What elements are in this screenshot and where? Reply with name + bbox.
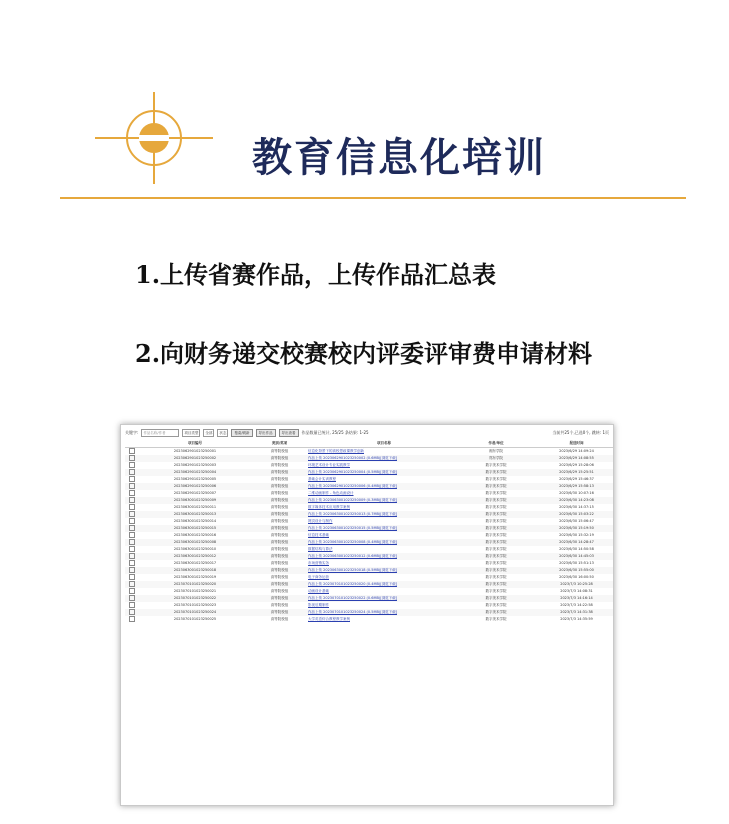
row-checkbox[interactable]	[125, 504, 139, 511]
table-row[interactable]	[125, 469, 614, 476]
logo-icon	[95, 92, 213, 184]
row-category: 高等院校组	[251, 609, 308, 616]
row-time: 2023/6/29 14:08:55	[532, 455, 614, 462]
row-author: 数字美术学院	[485, 505, 507, 509]
task-item-1: 1.上传省赛作品，上传作品汇总表	[135, 260, 497, 289]
row-category: 高等院校组	[270, 477, 289, 481]
row-name-link[interactable]: 数字媒体技术应用教学案例	[308, 505, 350, 509]
row-author: 数字美术学院	[460, 525, 532, 532]
row-name-link[interactable]: 作品上传 2023070101023250022 (0.6MB)[浏览下载]	[308, 595, 460, 602]
row-checkbox[interactable]	[125, 448, 139, 456]
row-category: 高等院校组	[270, 561, 289, 565]
row-checkbox[interactable]	[125, 525, 139, 532]
table-row[interactable]	[125, 567, 614, 574]
result-info: 作品数量已统计, 25/25 条结果: 1-25	[301, 430, 369, 435]
row-time: 2023/6/30 15:55:00	[532, 567, 614, 574]
row-id: 2023062901023250006	[139, 483, 251, 490]
row-id: 2023063001023250009	[139, 497, 251, 504]
row-category: 高等院校组	[251, 469, 308, 476]
row-checkbox[interactable]	[125, 567, 139, 574]
row-author: 湘东学院	[489, 449, 503, 453]
row-id: 2023070101023250022	[139, 595, 251, 602]
row-author: 数字美术学院	[485, 519, 507, 523]
col-category: 类别/奖项	[251, 439, 308, 448]
row-time: 2023/6/30 16:00:50	[559, 575, 594, 579]
row-time: 2023/7/3 10:25:28	[532, 581, 614, 588]
table-row[interactable]	[125, 546, 614, 553]
row-author: 数字美术学院	[460, 595, 532, 602]
row-author: 数字美术学院	[460, 497, 532, 504]
row-name-link[interactable]: 作品上传 2023062901023250006 (0.4MB)[浏览下载]	[308, 483, 460, 490]
col-check	[125, 439, 139, 448]
table-row[interactable]	[125, 455, 614, 462]
row-name-link[interactable]: 二维动画制作 - 角色动画设计	[308, 491, 354, 495]
row-checkbox[interactable]	[125, 476, 139, 483]
row-author: 数字美术学院	[485, 547, 507, 551]
row-name-link[interactable]: 数据结构与算法	[308, 547, 333, 551]
row-category: 高等院校组	[251, 567, 308, 574]
row-time: 2023/6/30 14:28:47	[532, 539, 614, 546]
row-checkbox[interactable]	[125, 574, 139, 581]
row-time: 2023/6/30 14:50:58	[559, 547, 594, 551]
row-author: 数字美术学院	[460, 539, 532, 546]
row-name-link[interactable]: 网页设计与制作	[308, 519, 333, 523]
row-category: 高等院校组	[270, 519, 289, 523]
row-id: 2023063001023250017	[173, 561, 217, 565]
table-row[interactable]	[125, 490, 614, 497]
table-header-row	[125, 439, 614, 448]
row-author: 数字美术学院	[485, 561, 507, 565]
row-name-link[interactable]: 大学英语综合教程教学案例	[308, 617, 350, 621]
row-id: 2023070101023250023	[173, 603, 217, 607]
row-time: 2023/6/30 15:32:19	[559, 533, 594, 537]
row-name-link[interactable]: 作品上传 2023062901023250004 (0.5MB)[浏览下载]	[308, 469, 460, 476]
works-table	[125, 439, 614, 623]
table-row[interactable]	[125, 504, 614, 511]
scope-select[interactable]: 全部	[205, 431, 213, 435]
row-time: 2023/7/3 14:16:14	[532, 595, 614, 602]
row-author: 数字美术学院	[485, 491, 507, 495]
row-id: 2023063001023250015	[139, 525, 251, 532]
row-time: 2023/7/3 14:35:59	[560, 617, 593, 621]
row-category: 高等院校组	[251, 553, 308, 560]
row-checkbox[interactable]	[125, 560, 139, 567]
row-category: 高等院校组	[270, 603, 289, 607]
row-checkbox[interactable]	[125, 595, 139, 602]
row-name-link[interactable]: 作品上传 2023070101023250024 (0.5MB)[浏览下载]	[308, 609, 460, 616]
row-category: 高等院校组	[251, 483, 308, 490]
pager-info: 当前共25个,已选0个, 跳转: 1页	[552, 430, 609, 435]
row-name-link[interactable]: 环境艺术设计专业实践教学	[308, 463, 350, 467]
row-author: 数字美术学院	[460, 609, 532, 616]
col-id: 项目编号	[139, 439, 251, 448]
row-checkbox[interactable]	[125, 609, 139, 616]
row-name-link[interactable]: 动画设计基础	[308, 589, 329, 593]
row-category: 高等院校组	[270, 617, 289, 621]
table-row[interactable]	[125, 553, 614, 560]
row-checkbox[interactable]	[125, 546, 139, 553]
row-checkbox[interactable]	[125, 511, 139, 518]
row-time: 2023/6/30 14:23:08	[532, 497, 614, 504]
row-checkbox[interactable]	[125, 616, 139, 623]
table-row[interactable]	[125, 525, 614, 532]
row-name-link[interactable]: 作品上传 2023063001023250009 (0.3MB)[浏览下载]	[308, 497, 460, 504]
row-author: 数字美术学院	[485, 575, 507, 579]
table-row[interactable]	[125, 581, 614, 588]
row-id: 2023063001023250012	[139, 553, 251, 560]
row-time: 2023/7/3 14:31:38	[532, 609, 614, 616]
row-time: 2023/6/29 15:46:37	[559, 477, 594, 481]
export-button[interactable]: 导出作品	[256, 429, 276, 437]
row-checkbox[interactable]	[125, 455, 139, 462]
table-row[interactable]	[125, 595, 614, 602]
table-row[interactable]	[125, 532, 614, 539]
row-id: 2023063001023250019	[173, 575, 217, 579]
row-time: 2023/6/30 10:07:16	[559, 491, 594, 495]
row-checkbox[interactable]	[125, 469, 139, 476]
row-id: 2023070101023250021	[173, 589, 217, 593]
table-row[interactable]	[125, 448, 614, 456]
row-name-link[interactable]: 基础会计实训教程	[308, 477, 336, 481]
row-checkbox[interactable]	[125, 532, 139, 539]
table-row[interactable]	[125, 462, 614, 469]
row-author: 数字美术学院	[485, 477, 507, 481]
row-id: 2023063001023250011	[173, 505, 217, 509]
row-category: 高等院校组	[270, 547, 289, 551]
table-row[interactable]	[125, 616, 614, 623]
row-category: 高等院校组	[251, 455, 308, 462]
row-id: 2023062901023250002	[139, 455, 251, 462]
row-name-link[interactable]: 作品上传 2023063001023250013 (0.7MB)[浏览下载]	[308, 511, 460, 518]
row-author: 数字美术学院	[460, 553, 532, 560]
row-id: 2023063001023250008	[139, 539, 251, 546]
row-id: 2023070101023250020	[139, 581, 251, 588]
row-author: 数字美术学院	[460, 469, 532, 476]
table-row[interactable]	[125, 560, 614, 567]
row-name-link[interactable]: 电子商务运营	[308, 575, 329, 579]
type-select[interactable]: 项目类型	[184, 431, 199, 435]
table-row[interactable]	[125, 476, 614, 483]
row-author: 数字美术学院	[460, 567, 532, 574]
row-time: 2023/6/29 15:58:13	[532, 483, 614, 490]
row-name-link[interactable]: 作品上传 2023063001023250008 (0.4MB)[浏览下载]	[308, 539, 460, 546]
row-category: 高等院校组	[251, 497, 308, 504]
row-id: 2023070101023250024	[139, 609, 251, 616]
status-select[interactable]: 状态	[219, 431, 227, 435]
row-category: 高等院校组	[270, 491, 289, 495]
table-row[interactable]	[125, 511, 614, 518]
search-input[interactable]: 作品名称/作者	[141, 429, 179, 437]
row-checkbox[interactable]	[125, 497, 139, 504]
row-id: 2023070101023250025	[173, 617, 217, 621]
table-row[interactable]	[125, 497, 614, 504]
row-author: 数字美术学院	[485, 603, 507, 607]
row-name-link[interactable]: 影视后期制作	[308, 603, 329, 607]
row-checkbox[interactable]	[125, 553, 139, 560]
row-category: 高等院校组	[270, 589, 289, 593]
row-category: 高等院校组	[270, 533, 289, 537]
row-category: 高等院校组	[251, 595, 308, 602]
table-row[interactable]	[125, 588, 614, 595]
row-author: 数字美术学院	[485, 463, 507, 467]
col-name: 项目名称	[308, 439, 460, 448]
row-time: 2023/6/30 15:19:50	[532, 525, 614, 532]
col-author: 作者/单位	[460, 439, 532, 448]
row-id: 2023063001023250014	[173, 519, 217, 523]
row-name-link[interactable]: 信息化背景下的高校思政课教学创新	[308, 449, 364, 453]
row-author: 数字美术学院	[485, 589, 507, 593]
row-category: 高等院校组	[270, 505, 289, 509]
toolbar	[125, 428, 609, 438]
row-time: 2023/6/29 14:09:24	[559, 449, 594, 453]
row-id: 2023062901023250004	[139, 469, 251, 476]
row-checkbox[interactable]	[125, 518, 139, 525]
row-category: 高等院校组	[270, 449, 289, 453]
row-time: 2023/6/30 14:45:03	[532, 553, 614, 560]
row-name-link[interactable]: 作品上传 2023063001023250012 (0.6MB)[浏览下载]	[308, 553, 460, 560]
row-category: 高等院校组	[251, 525, 308, 532]
table-row[interactable]	[125, 574, 614, 581]
row-id: 2023062901023250003	[173, 463, 217, 467]
row-time: 2023/6/30 15:51:13	[559, 561, 594, 565]
row-checkbox[interactable]	[125, 581, 139, 588]
row-checkbox[interactable]	[125, 483, 139, 490]
row-time: 2023/6/30 14:37:15	[559, 505, 594, 509]
row-name-link[interactable]: 作品上传 2023063001023250015 (0.5MB)[浏览下载]	[308, 525, 460, 532]
row-category: 高等院校组	[270, 463, 289, 467]
row-author: 数字美术学院	[460, 581, 532, 588]
row-id: 2023063001023250013	[139, 511, 251, 518]
row-category: 高等院校组	[270, 575, 289, 579]
row-author: 郑东学院	[460, 455, 532, 462]
row-time: 2023/6/29 15:25:51	[532, 469, 614, 476]
row-name-link[interactable]: 市场营销实务	[308, 561, 329, 565]
row-checkbox[interactable]	[125, 462, 139, 469]
row-checkbox[interactable]	[125, 539, 139, 546]
row-time: 2023/7/3 14:08:31	[560, 589, 593, 593]
row-checkbox[interactable]	[125, 588, 139, 595]
table-row[interactable]	[125, 539, 614, 546]
row-author: 数字美术学院	[460, 511, 532, 518]
table-row[interactable]	[125, 602, 614, 609]
row-name-link[interactable]: 作品上传 2023070101023250020 (0.4MB)[浏览下载]	[308, 581, 460, 588]
row-id: 2023062901023250005	[173, 477, 217, 481]
row-time: 2023/7/3 14:22:58	[560, 603, 593, 607]
row-name-link[interactable]: 作品上传 2023063001023250018 (0.5MB)[浏览下载]	[308, 567, 460, 574]
row-checkbox[interactable]	[125, 490, 139, 497]
search-button[interactable]: 搜索/刷新	[231, 429, 252, 437]
row-time: 2023/6/29 15:28:06	[559, 463, 594, 467]
row-id: 2023063001023250010	[173, 547, 217, 551]
row-category: 高等院校组	[251, 511, 308, 518]
view-button[interactable]: 导出查看	[279, 429, 299, 437]
row-category: 高等院校组	[251, 581, 308, 588]
table-row[interactable]	[125, 483, 614, 490]
row-id: 2023063001023250016	[173, 533, 217, 537]
row-category: 高等院校组	[251, 539, 308, 546]
row-id: 2023062901023250007	[173, 491, 217, 495]
row-id: 2023063001023250018	[139, 567, 251, 574]
row-name-link[interactable]: 信息技术基础	[308, 533, 329, 537]
keyword-label: 关键字:	[125, 430, 139, 435]
row-checkbox[interactable]	[125, 602, 139, 609]
table-row[interactable]	[125, 518, 614, 525]
row-author: 数字美术学院	[460, 483, 532, 490]
divider	[60, 197, 686, 199]
row-id: 2023062901023250001	[173, 449, 217, 453]
col-time: 报送时间	[532, 439, 614, 448]
page-title: 教育信息化培训	[252, 134, 546, 181]
embedded-screenshot	[120, 424, 614, 806]
row-time: 2023/6/30 15:03:22	[532, 511, 614, 518]
row-author: 数字美术学院	[485, 617, 507, 621]
table-row[interactable]	[125, 609, 614, 616]
row-author: 数字美术学院	[485, 533, 507, 537]
row-name-link[interactable]: 作品上传 2023062901023250002 (0.6MB)[浏览下载]	[308, 455, 460, 462]
row-time: 2023/6/30 15:06:47	[559, 519, 594, 523]
task-item-2: 2.向财务递交校赛校内评委评审费申请材料	[135, 339, 593, 368]
